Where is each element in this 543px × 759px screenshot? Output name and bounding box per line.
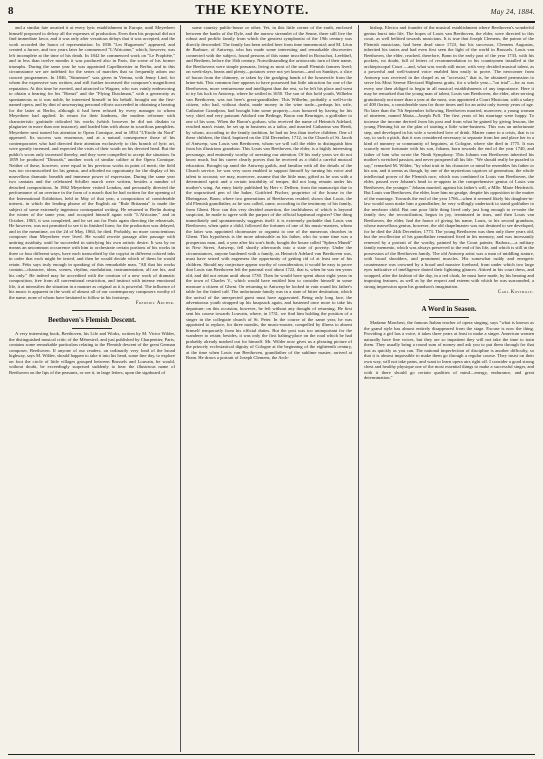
article-heading-word-in-season: A Word in Season.	[421, 304, 477, 313]
column-middle	[186, 25, 352, 752]
column-left	[9, 25, 175, 752]
author-signature: Carl Kossmaly.	[497, 290, 534, 296]
footer-rule	[8, 754, 535, 755]
author-signature: Frederic Archer.	[135, 301, 175, 307]
section-divider	[72, 310, 112, 311]
column-divider	[358, 25, 359, 752]
header-rule	[8, 21, 535, 23]
section-divider	[72, 328, 112, 329]
article-heading-beethoven: Beethoven's Flemish Descent.	[47, 315, 137, 324]
section-divider	[429, 317, 469, 318]
beethoven-article-intro: A very interesting book, Beethoven, his Life and Works, written by M. Victor Wilder, the distinguished musical critic of the Ménestrel, and just published by Charpentier, Paris, contains some remarkable particulars relating to the Flemish descent of the great German composer, Beethoven. If anyone of our readers, on ordinarily very fond of the broad highway, says M. Wilder, should happen to take it into his head, some fine day, to explore on foot the circle of little villages grouped between Brussels and Louvain, he would, without doubt, be exceedingly surprised suddenly to hear the illustrious name of Beethoven on the lips of the peasants, or see it, in large letters, upon the signboard of	[9, 331, 175, 375]
column-right	[364, 25, 534, 752]
word-in-season-text: Madame Marchesi, the famous Italian teacher of opera singing, says "what is known as the grand style has almost entirely disappeared from the stage. Excuse is now the thing. Providing a girl has a voice, it takes three years at least to make a singer. American women naturally have fine voices, but they are so impatient they will not take the time to train them. They usually bring a round sum of money and ask you to put them through for that just as quickly as you can. The national imperfection of discipline is another difficulty, so that it is almost impossible to make them go through a regular course. They insist on their own way, will not take pains, and want to learn opera airs right off. I consider a good strong chest and healthy physique one of the most essential things to make a successful singer, and with it there should go certain qualities of mind—energy, endurance, and great determination."	[364, 320, 534, 381]
meyerbeer-article-text: and a similar fate awaited it at every lyric establishment in Europe, until Meyerbeer himself proposed to defray all the expenses of production. Even then his proposal did not find immediate favor, and it was only after vexatious delays that it was accepted, and the work accorded the honor of representation. In 1836 "Les Huguenots" appeared, and created a furore, and two years later he commenced "L'Africaine," which, however, was left incomplete at the time of his death. In 1842 he commenced work on "Le Prophète," and in less than twelve months it was produced also in Paris, the scene of his former triumphs. During the same year he was appointed Capellmeister in Berlin, and in this circumstance we are indebted for the series of marches that so frequently adorn our concert programmes. In 1846, "Struensee" was given in Vienna, with Jenny Lind, for whom the expressive was written, and still further increased the composer's magnificent reputation. At this time he exerted, and attracted to Wagner, who was vainly endeavoring to obtain a hearing for his "Rienzi" and the "Flying Dutchman," with a generosity as spontaneous as it was noble, he interested himself in his behalf, brought out the first-named opera, and by dint of unwearying personal efforts succeeded in obtaining a hearing for the latter at Berlin, although it had been refused by every manager to whom Meyerbeer had applied. In return for their kindness, the modern reformer with characteristic gratitude ridiculed his works (which however he did not disdain to plagiarize in more than one instance), and loaded him with abuse in scurrilous pamphlets. Meyerbeer next turned his attention to Opera Comique, and in 1854 "L'Etoile du Nord" appeared. Its success was enormous, and at a natural consequence those of his contemporaries who had directed their attention exclusively to this branch of lyric art, were greatly incensed, and expected the visits of their wrath on his devoted head. But the public's scorn only increased thereby, and they were compelled to accept the situation. In 1859 he produced "Dinorah," another work of similar calibre at the Opera Comique. Neither of these, however, were equal to his previous works in point of merit; the field was too circumscribed for his genius, and afforded no opportunity for the display of his marvellous dramatic breadth and immense power of expression. During the same year two cantatas and the celebrated Schiller march were written, besides a number of detached compositions. In 1862 Meyerbeer visited London, and personally directed the performance of an overture in the form of a march that he had written for the opening of the International Exhibition, held in May of that year, a composition of considerable interest, in which the leading phrase of the English air "Rule Britannia" is made the subject of some extremely ingenious contrapuntal writing. He returned to Berlin during the winter of the same year, and occupied himself again with "L'Africaine," and in October, 1863, it was completed, and he set out for Paris again directing the rehearsals. He however, was not permitted to see it in finished form; for the production was delayed, and in the meantime, on the 2d of May, 1864, he died. Probably, no more conscientious composer than Meyerbeer ever lived. He would rewrite passage after passage with untiring assiduity, until he succeeded in satisfying his own artistic desire. It was by no means an uncommon occurrence with him to orchestrate certain portions of his works in three or four different ways, have each transcribed by the copyist in different colored inks in order that each might be tested, and then he would decide which of them he would retain. Fétis says truly enough in speaking of this remarkable man, "All that his works contain—character, ideas, scenes, rhythm, modulation, instrumentation, all are his, and his only." He indeed may be accredited with the creation of a new work of dramatic composition, free from all conventional restriction, and instinct with intense emotional life, it at intensifies the situation in a manner as original as it is powerful. The influence of his music is apparent in the work of almost all of our contemporary composers worthy of the name, none of whom have hesitated to follow in his footsteps.	[9, 25, 175, 300]
beethoven-article-continued: bishop, Elector and founder of the musical establishment where Beethoven's wonderful genius burst into life. The hopes of Louis van Beethoven, the elder, were directed to this court, as well befitted towards musicians. It is true that Joseph Clemens, the patron of the Flemish musicians, had been dead since 1723, but his successor, Clemens Augustus, inherited his tastes and had even first seen the light of the world in Brussels. Louis van Beethoven, the elder, reached, therefore, Bonn in the early part of the year 1733, with his pockets, no doubt, full of letters of recommendation to his countrymen installed at the archiepiscopal Court —and, what was worth still more, with very decided musical talent, as a powerful and well-trained voice enabled him easily to prove. The newcomer from Antwerp was received in the chapel as an "accessist," that is, he obtained permission to serve his Most Serene Electoral Highness gratis, for a whole year—"on trial"—for as was every one then obliged to begin in all musical establishments of any importance. Here it may be remarked that the young man of talent, Louis van Beethoven, the elder, after serving gratuitously not more than a year at the most, was appointed a Court Musician, with a salary of 400 florins, a considerable sum for those times and for an artist only twenty years of age. No later than the 7th September following, Beethoven married, moreover, a young woman of nineteen, named Maria—Joseph Poll. The first years of his marriage were happy. To increase the income derived from his post and from what he gained by giving lessons, the young Fleming hit on the plan of starting a little wine-business. This was an unfortunate step, and developed in his wife a wretched love of drink. Matter came to a crisis, that is to say, to such a pitch, that it was considered necessary to separate from her and place her in a kind of nunnery or community of beguines, at Cologne, where she died in 1775. It was scarcely more fortunate with his son, Johann, born towards the end of the year 1740, and father of him who wrote the Ninth Symphony. This Johann van Beethoven inherited his mother's wretched passion, and never prospered all his life. "We should really be puzzled to say," remarked M. Wilder, "by what trait in his character or mind he resembles his father or his son, and it seems as though, by one of the mysterious caprices of generation, the whole intellectual power of the Flemish race, which was combined in Louis van Beethoven, the elder, passed over Johann's head to re-appear in the comprehensive genius of Louis van Beethoven, the younger." Johann married, against his father's will, a Mlle. Marie Heiderich. But Louis van Beethoven, the elder, bore him no grudge, despite his opposition to the matter of the marriage. Towards the end of the year 1766—when it seemed likely his daughter-in-law would soon make him a grandfather, he very willingly undertook to stand godfather to the newborn child. But one poor little thing lived only just long enough to re-unite the family ties; the reconciliation, begun in joy, terminated in tears, and then Louis van Beethoven, the elder, had the honor of giving his name, Louis, to his second grandson, whose marvellous genius, however, the old chapelmaster was not destined to see developed, for he died the 24th December, 1773. The young Beethoven was then only three years old, but the recollection of his grandfather remained fixed in his memory, and was incessantly renewed by a portrait of the worthy, painted by the Court painter, Radoux,—a military family memento, which was always preserved to the end of his life, and which is still in the possession of the Beethoven family. The old Antwerp artist was a man of middling stature, with broad shoulders, and prominent muscles. His somewhat ruddy and energetic countenance was crowned by a broad and massive forehead, from under which two large eyes indicative of intelligence darted their lightning glances. Attired in his court dress, and wrapped, after the fashion of the day, in a red cloak, he must have made, by his bearing and imposing features, as well as by the respect and esteem with which he was surrounded, a strong impression upon his grandson's imagination.	[364, 25, 534, 289]
page-number: 8	[8, 5, 14, 17]
masthead-title: THE KEYNOTE.	[195, 3, 309, 18]
section-divider	[429, 299, 469, 300]
beethoven-article-text: some country public-house or other. Yet, in this little corner of the earth, enclosed between the banks of the Dyle, and the narrow streamlet of the Senne, there still live the robust and prolific family from which the greatest symphonist of the 19th century was directly descended. The family has been settled here from time immemorial; and M. Léon de Burbure, of Antwerp, who has made some interesting and remarkable discoveries connected with the subject, found persons of this name inscribed in Boisschot, Leefdael, and Berthem, before the 16th century. Notwithstanding the aristocratic turn of their name, the Beethovens were simple peasants, living as most of the small Flemish farmers lived; on week-days, beans and plenty—potatoes were not yet known—and on Sundays, a slice of bacon from the chimney, or taken by the gradging hands of the housewife from the brine-tub. This common fare appears to have possessed but little attraction for one of the Beethovens, more venturesome and intelligent than the rest, so he left his place and went to try his luck in Antwerp, where he settled in 1650. The son of this bold youth, Wilhelm van Beethoven, was not here's great-grandfather. This Wilhelm, probably a well-to-do citizen, who had, without doubt, made money in the wine trade—perhaps his wife, Catharine Grandjean, had brought him some property—was honored by having for his very chief and very puissant Adolard van Bedinge, Baron van Reuringer, a godfather to one of his sons. When the Baron's godson, who received the name of Heinrich Adelard, reached man's estate, he set up in business as a tailor, and married Catharina van Herdt, by whom, according to the family tradition, he had no less than twelve children. One of these children, the third, baptized on the 23d December, 1712, in the Church of St. Jacob of Antwerp, was Louis van Beethoven, whom we will call the elder to distinguish him from his illustrious grandson. This Louis van Beethoven, the elder, is a highly interesting personage, and eminently worthy of arresting our attention. Of his early years we do not know much, but his career clearly proves that he received as a child a careful musical education. Brought up amid the Antwerp guilds, and familiar with all the details of the Church service, he was very soon enabled to support himself by turning his voice and talent to account; we may, moreover, assume that the little man, gifted as he was with a determined spirit and a certain instability of temper, did not long remain under his mother's wing. An entry lately published by Herr v. Dellern, from the manuscript due to the unpractised pen of the baker, Gottfried Fischer, proprietor of the house in the Rheingasse, Bonn, where two generations of Beethovens resided, shows that Louis, the old Flemish grandfather, as he was called, came, according to the testimony of his family, from Ghent. How can this very decided assertion, the truthfulness of which is beyond suspicion, be made to agree with the purport of the official baptismal register? One thing immediately and spontaneously suggests itself: it is extremely probable that Louis van Beethoven, when quite a child, followed the fortunes of one of his music-masters, whom the latter was appointed choirmaster or organist to one of the numerous churches in Ghent. This hypothesis is the more admissible as his father, who for some time was a prosperous man, and, a year after his son's birth, bought the house called "Sphera Mundi" in New Street, Antwerp, fell shortly afterwards into a state of poverty. Under the circumstances, anyone burdened with a family, as Heinrich Adelard van Beethoven was, must have seized with eagerness the opportunity of getting rid of at least one of his children. Should my conjecture appear worthy of consideration, it would be easy to prove that Louis van Beethoven left the paternal roof about 1722, that is, when he was ten years old, and did not return until about 1730. Then he would have spent about eight years in the town of Charles V., which would have entitled him to consider himself in some measure a citizen of Ghent. On returning to Antwerp he looked in vain round his father's table for the fatted calf. The unfortunate family was in a state of bitter destitution, which the arrival of the unexpected guest must have aggravated. Being only long face, the adventurous youth strapped up his knapsack again, and hastened once more to take his departure; on this occasion, however, he left without any thought of returning. He first sent his course towards Louvain, where, in 1731, we find him holding the position of a singer in the collegiate church of St. Peter. In the course of the same year, he was appointed to replace, for three months, the music-master, compelled by illness to absent himself temporarily from his official duties. But the post was too unimportant for the wanderer to retain; besides, it was only the first halting-place on the road which he had probably already marked out for himself. Mr. Wilder now gives us a pleasing picture of the princely ecclesiastical dignity of Cologne at the beginning of the eighteenth century, at the time when Louis van Beethoven, grandfather of the sublime master, arrived at Bonn. He draws a portrait of Joseph Clemens, the Arch-	[186, 25, 352, 360]
issue-date: May 24, 1884.	[490, 8, 535, 16]
column-divider	[180, 25, 181, 752]
page-header	[8, 3, 535, 21]
